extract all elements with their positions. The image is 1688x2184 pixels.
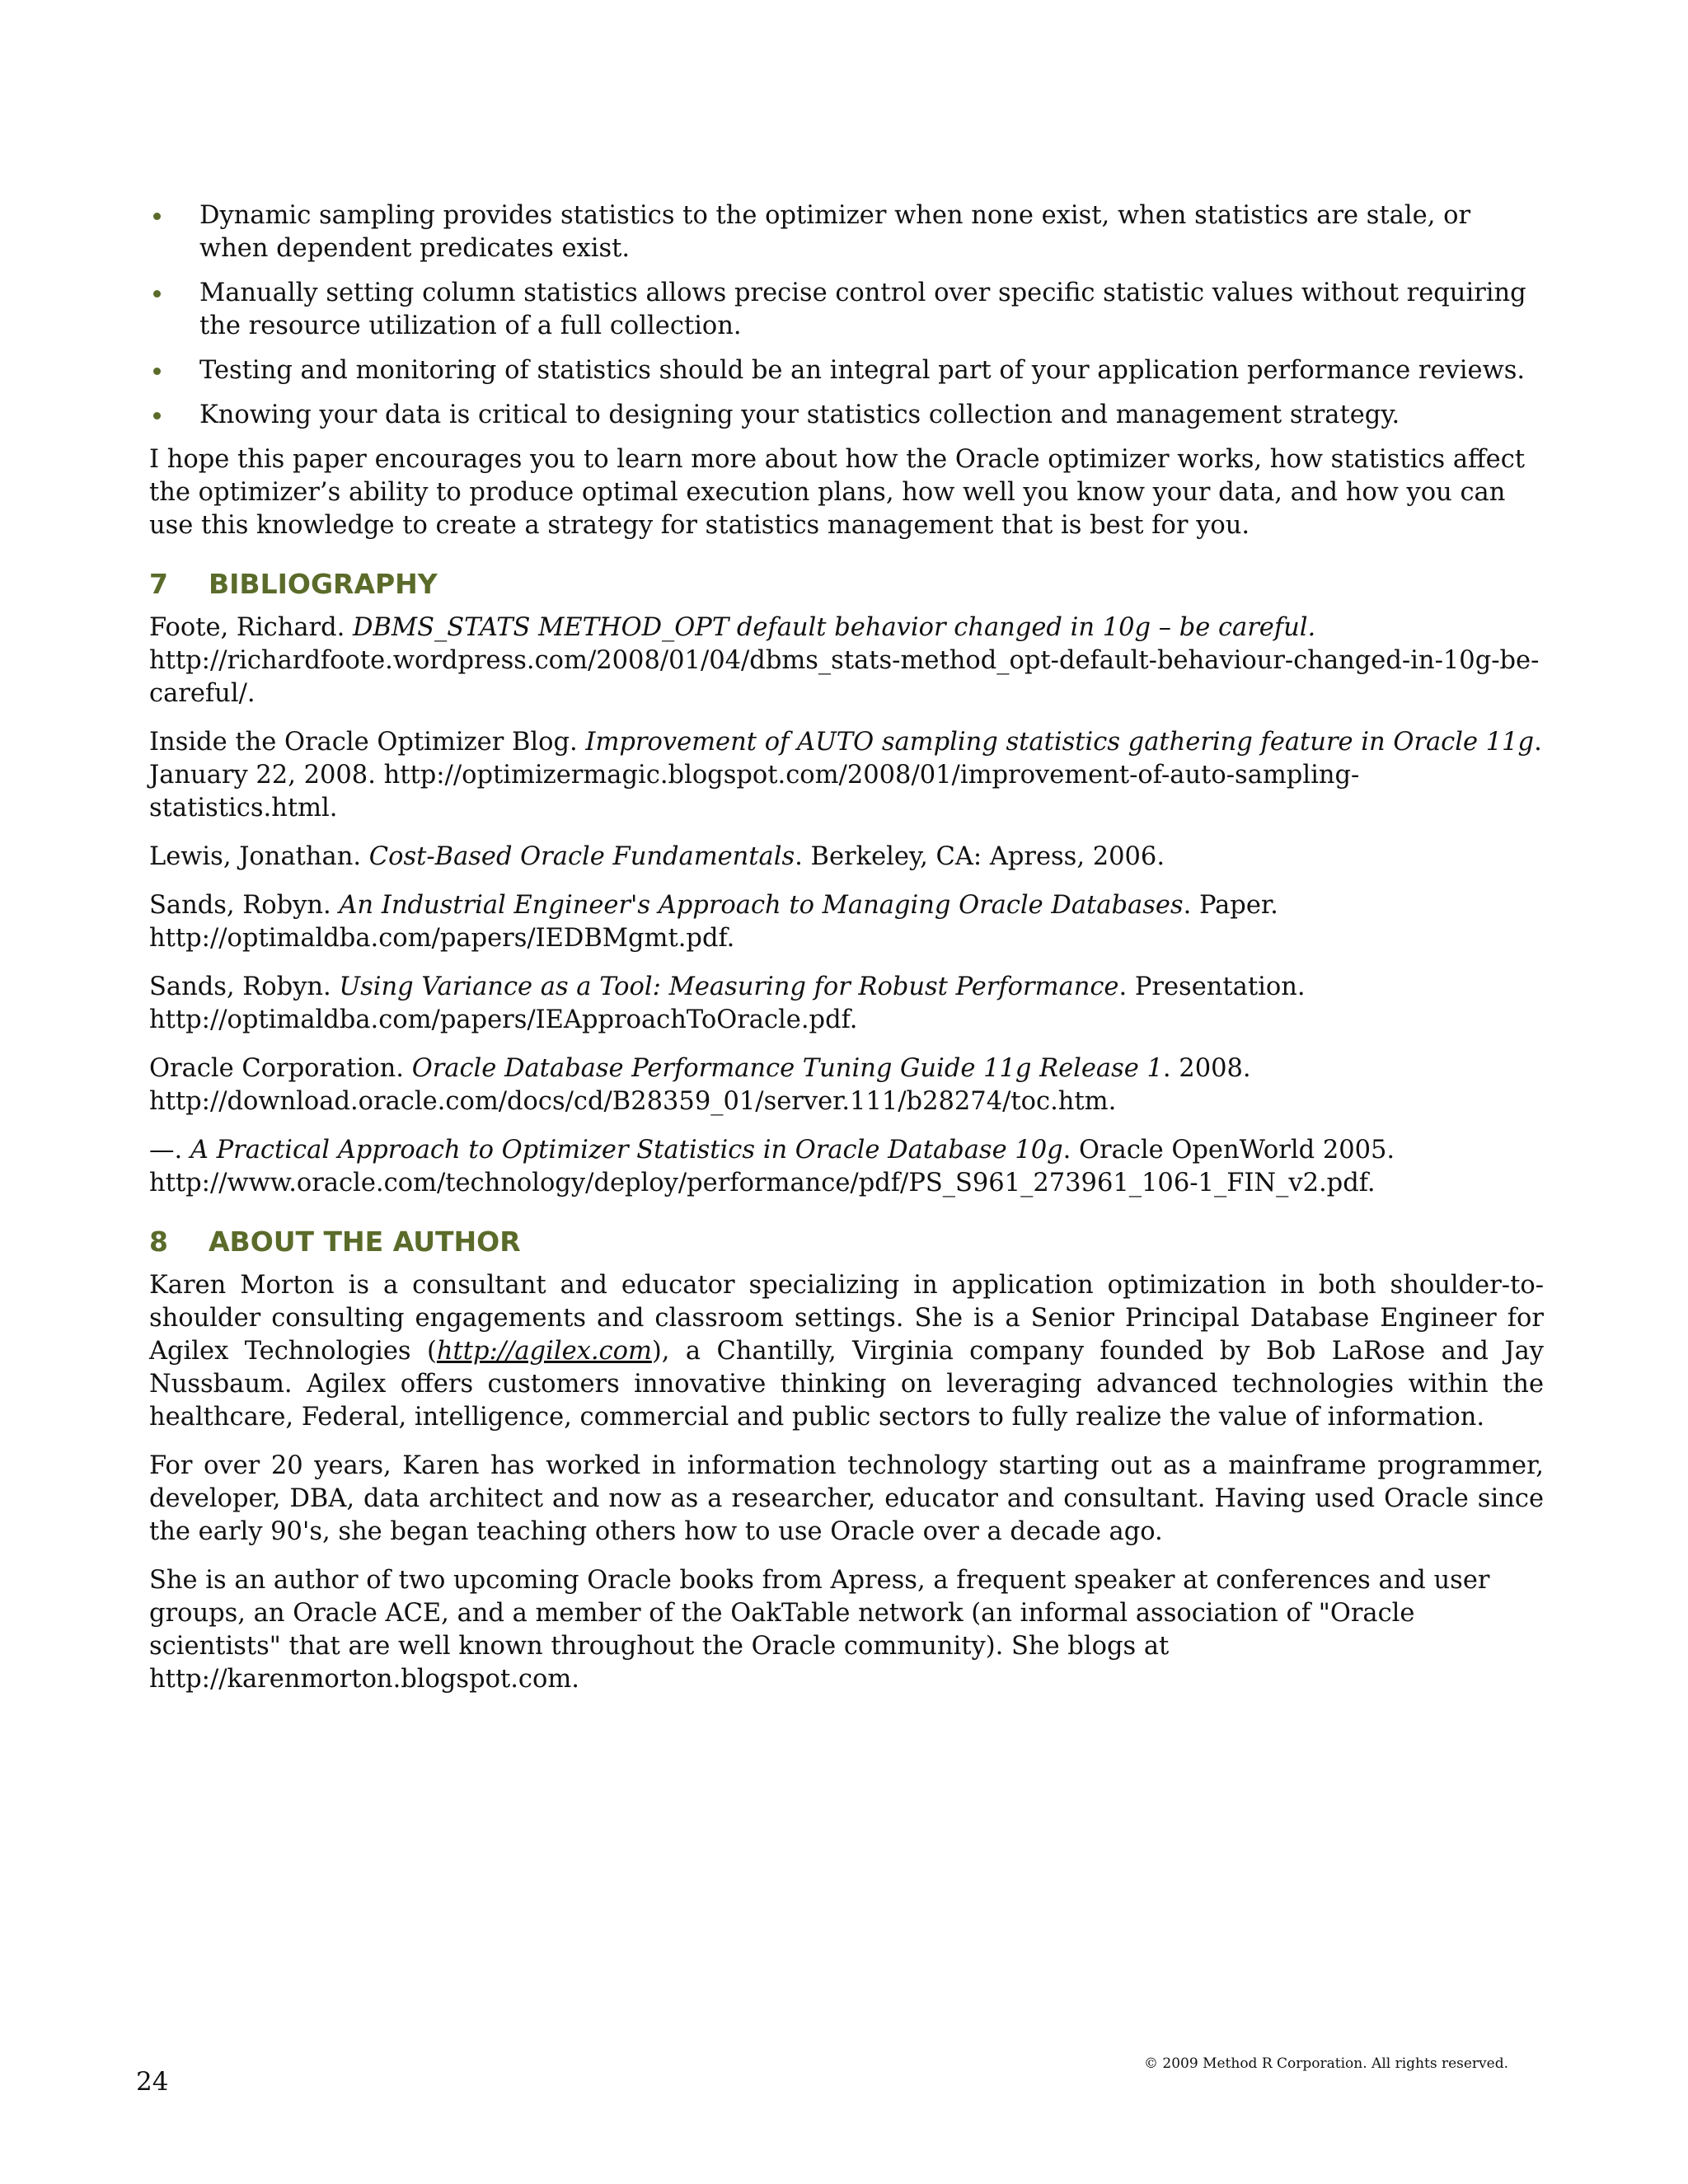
- bibliography-heading: [149, 567, 1544, 602]
- summary-bullet-list: [149, 199, 1544, 432]
- author-bio-paragraph: Karen Morton is a consultant and educator specializing in application optimization in both shoulder-to-shoulder consulting engagements and classroom settings. She is a Senior Principal Database Engineer for Agilex Technologies (http://agilex.com), a Chantilly, Virginia company founded by Bob LaRose and Jay Nussbaum. Agilex offers customers innovative thinking on leveraging advanced technologies within the healthcare, Federal, intelligence, commercial and public sectors to fully realize the value of information.: [149, 1271, 1544, 1432]
- page-content: [149, 199, 1544, 1712]
- bibliography-entry: Inside the Oracle Optimizer Blog. Improvement of AUTO sampling statistics gathering feature in Oracle 11g. January 22, 2008. http://optimizermagic.blogspot.com/2008/01/improvement-of-auto-sampling-statistics.html.: [149, 728, 1542, 823]
- section-title: ABOUT THE AUTHOR: [209, 1226, 521, 1258]
- author-experience-paragraph: For over 20 years, Karen has worked in information technology starting out as a mainframe programmer, developer, DBA, data architect and now as a researcher, educator and consultant. Having used Oracle since the early 90's, she began teaching others how to use Oracle over a decade ago.: [149, 1451, 1544, 1546]
- bibliography-entry: Lewis, Jonathan. Cost-Based Oracle Fundamentals. Berkeley, CA: Apress, 2006.: [149, 842, 1165, 871]
- bibliography-entry: Oracle Corporation. Oracle Database Performance Tuning Guide 11g Release 1. 2008. http://download.oracle.com/docs/cd/B28359_01/server.111/b28274/toc.htm.: [149, 1054, 1251, 1116]
- list-item: Knowing your data is critical to designing your statistics collection and management strategy.: [149, 399, 1544, 432]
- bibliography-entry: Foote, Richard. DBMS_STATS METHOD_OPT default behavior changed in 10g – be careful. http://richardfoote.wordpress.com/2008/01/04/dbms_stats-method_opt-default-behaviour-changed-in-10g-be-careful/.: [149, 613, 1540, 708]
- page-number: 24: [136, 2067, 169, 2097]
- section-number: 7: [149, 568, 168, 600]
- conclusion-paragraph: I hope this paper encourages you to learn more about how the Oracle optimizer works, how statistics affect the optimizer’s ability to produce optimal execution plans, how well you know your data, and how you can use this knowledge to create a strategy for statistics management that is best for you.: [149, 445, 1526, 540]
- section-number: 8: [149, 1226, 168, 1258]
- bibliography-entry: Sands, Robyn. Using Variance as a Tool: Measuring for Robust Performance. Presentation. http://optimaldba.com/papers/IEApproachToOracle.pdf.: [149, 972, 1306, 1034]
- bibliography-entry: Sands, Robyn. An Industrial Engineer's Approach to Managing Oracle Databases. Paper. http://optimaldba.com/papers/IEDBMgmt.pdf.: [149, 891, 1278, 953]
- section-title: BIBLIOGRAPHY: [209, 568, 438, 600]
- about-author-heading: [149, 1225, 1544, 1259]
- agilex-link[interactable]: http://agilex.com: [436, 1337, 652, 1366]
- list-item: Manually setting column statistics allows precise control over specific statistic values without requiring the resource utilization of a full collection.: [149, 277, 1544, 343]
- list-item: Testing and monitoring of statistics should be an integral part of your application performance reviews.: [149, 354, 1544, 387]
- list-item: Dynamic sampling provides statistics to the optimizer when none exist, when statistics are stale, or when dependent predicates exist.: [149, 199, 1544, 265]
- bullet-icon: [153, 412, 161, 419]
- bullet-icon: [153, 368, 161, 375]
- bibliography-list: [149, 612, 1544, 1200]
- copyright-footer: © 2009 Method R Corporation. All rights reserved.: [1144, 2055, 1509, 2072]
- bullet-icon: [153, 213, 161, 220]
- author-activities-paragraph: She is an author of two upcoming Oracle books from Apress, a frequent speaker at conferences and user groups, an Oracle ACE, and a member of the OakTable network (an informal association of "Oracle scientists" that are well known throughout the Oracle community). She blogs at http://karenmorton.blogspot.com.: [149, 1566, 1490, 1694]
- bibliography-entry: —. A Practical Approach to Optimizer Statistics in Oracle Database 10g. Oracle OpenWorld 2005. http://www.oracle.com/technology/deploy/performance/pdf/PS_S961_273961_106-1_FIN_v2.pdf.: [149, 1136, 1395, 1197]
- bullet-icon: [153, 290, 161, 298]
